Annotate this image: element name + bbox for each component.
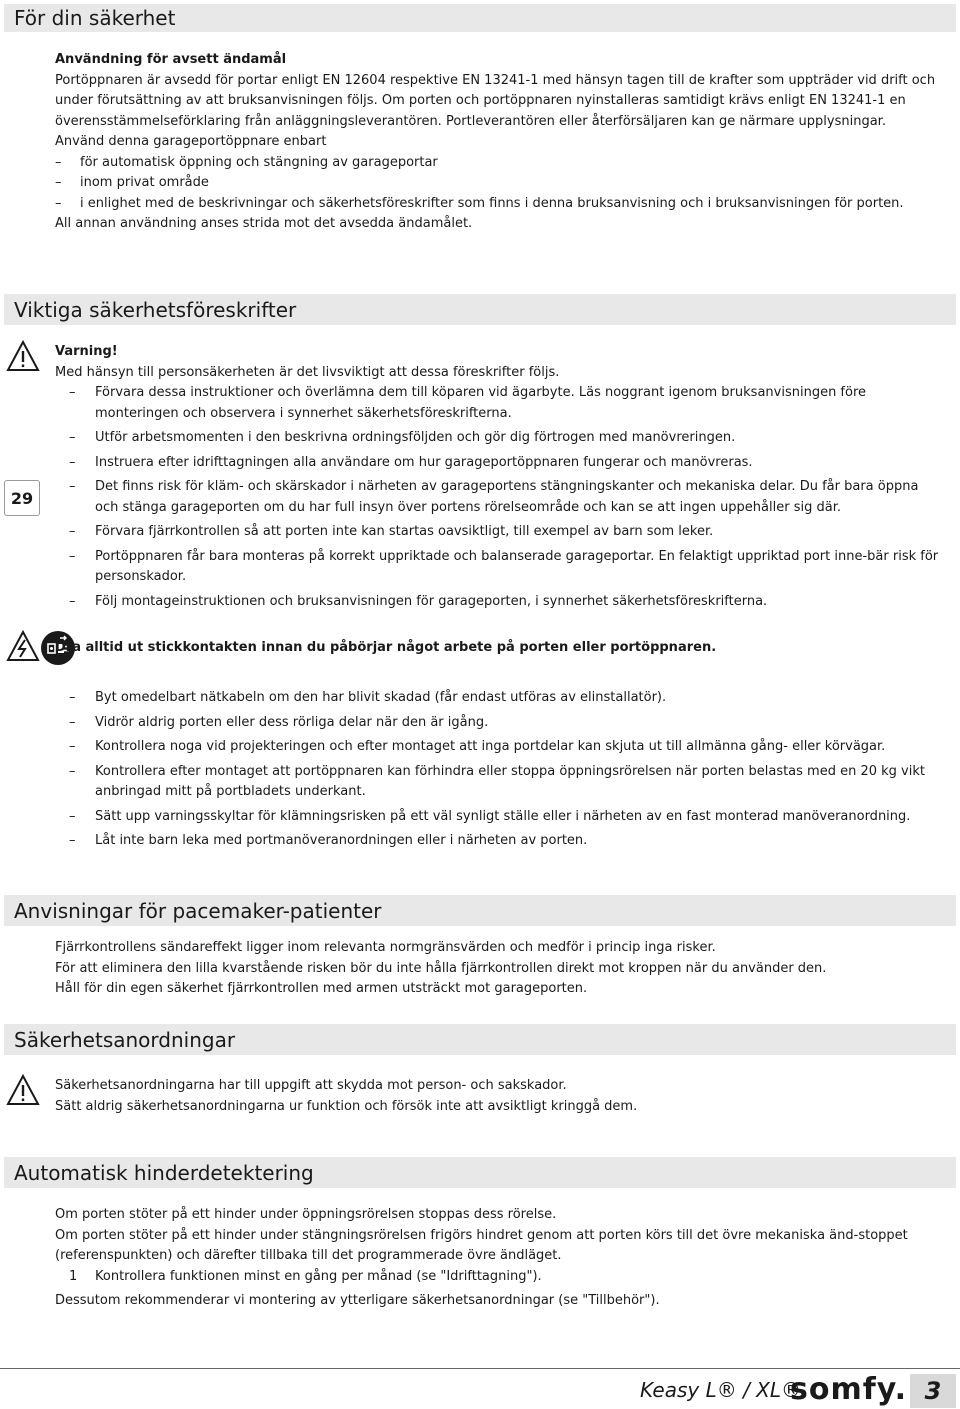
unplug-notice: Dra alltid ut stickkontakten innan du påbörjar något arbete på porten eller portöppnaren. xyxy=(55,640,717,655)
obstacle-closing: Dessutom rekommenderar vi montering av ytterligare säkerhetsanordningar (se "Tillbehör"). xyxy=(55,1293,660,1308)
safety-devices-block xyxy=(55,1076,940,1117)
list-item: – för automatisk öppning och stängning av garageportar xyxy=(55,154,438,170)
page-number: 3 xyxy=(910,1374,956,1408)
list-item: – Följ montageinstruktionen och bruksanvisningen för garageporten, i synnerhet säkerhetsföreskrifterna. xyxy=(69,593,768,609)
section-title-important-safety: Viktiga säkerhetsföreskrifter xyxy=(4,294,956,325)
intended-use-paragraph: Portöppnaren är avsedd för portar enligt EN 12604 respektive EN 13241-1 med hänsyn tagen till de krafter som uppträder vid drift och under förutsättning av att bruksanvisningen följs. Om porten och portöppnaren nyinstalleras samtidigt krävs enligt EN 13241-1 en överensstämmelseförklaring från anläggningsleverantören. Portleverantören eller återförsäljaren kan ge närmare upplysningar. xyxy=(55,72,936,129)
list-item: – inom privat område xyxy=(55,175,209,190)
list-item: – Byt omedelbart nätkabeln om den har blivit skadad (får endast utföras av elinstallatör). xyxy=(69,690,667,705)
section-title-safety: För din säkerhet xyxy=(4,4,956,32)
pacemaker-block xyxy=(55,938,940,1000)
obstacle-line: Om porten stöter på ett hinder under stängningsrörelsen frigörs hindret genom att porten körs till det övre mekaniska änd-stoppet (referenspunkten) och därefter tillbaka till det programmerade övre ändläget. xyxy=(55,1227,908,1263)
list-item: – Förvara dessa instruktioner och överlämna dem till köparen vid ägarbyte. Läs noggrant igenom bruksanvisningen före monteringen och observera i synnerhet säkerhetsföreskrifterna. xyxy=(69,385,867,421)
warning-triangle-icon xyxy=(6,1074,40,1106)
section-title-obstacle-detection: Automatisk hinderdetektering xyxy=(4,1157,956,1188)
warning-block xyxy=(55,342,940,616)
product-model: Keasy L® / XL® xyxy=(640,1378,802,1402)
section-title-pacemaker: Anvisningar för pacemaker-patienter xyxy=(4,895,956,926)
electric-hazard-icon xyxy=(6,630,40,662)
list-item: – Instruera efter idrifttagningen alla användare om hur garageportöppnaren fungerar och manövreras. xyxy=(69,454,753,470)
use-intro: Använd denna garageportöppnare enbart xyxy=(55,134,327,149)
warning-triangle-icon xyxy=(6,340,40,372)
list-item: – Vidrör aldrig porten eller dess rörliga delar när den är igång. xyxy=(69,714,489,730)
intended-use-closing: All annan användning anses strida mot det avsedda ändamålet. xyxy=(55,216,473,231)
list-item: – Kontrollera efter montaget att portöppnaren kan förhindra eller stoppa öppningsrörelsen när porten belastas med en 20 kg vikt anbringad mitt på portbladets underkant. xyxy=(69,763,925,799)
electric-list xyxy=(55,688,940,856)
warning-intro: Med hänsyn till personsäkerheten är det livsviktigt att dessa föreskrifter följs. xyxy=(55,364,560,380)
list-item: – Det finns risk för kläm- och skärskador i närheten av garageportens stängningskanter och mekaniska delar. Du får bara öppna och stänga garageporten om du har full insyn över portens rörelseområde och kan se att ingen uppehåller sig där. xyxy=(69,479,919,515)
list-item: – i enlighet med de beskrivningar och säkerhetsföreskrifter som finns i denna bruksanvisning och i bruksanvisningen för porten. xyxy=(55,195,904,211)
list-item: – Förvara fjärrkontrollen så att porten inte kan startas oavsiktligt, till exempel av barn som leker. xyxy=(69,524,714,539)
list-item: – Kontrollera noga vid projekteringen och efter montaget att inga portdelar kan skjuta ut till allmänna gång- eller körvägar. xyxy=(69,739,886,754)
pacemaker-line: Håll för din egen säkerhet fjärrkontrollen med armen utsträckt mot garageporten. xyxy=(55,981,588,996)
list-item: – Portöppnaren får bara monteras på korrekt uppriktade och balanserade garageportar. En felaktigt uppriktad port inne-bär risk för personskador. xyxy=(69,548,939,584)
pacemaker-line: För att eliminera den lilla kvarstående risken bör du inte hålla fjärrkontrollen direkt mot kroppen när du använder den. xyxy=(55,960,827,976)
warning-label: Varning! xyxy=(55,344,118,359)
list-item: – Låt inte barn leka med portmanöveranordningen eller i närheten av porten. xyxy=(69,833,588,848)
list-item: – Sätt upp varningsskyltar för klämningsrisken på ett väl synligt ställe eller i närheten av en fast monterad manöveranordning. xyxy=(69,808,911,824)
obstacle-line: Om porten stöter på ett hinder under öppningsrörelsen stoppas dess rörelse. xyxy=(55,1207,557,1222)
safety-devices-line: Säkerhetsanordningarna har till uppgift att skydda mot person- och sakskador. xyxy=(55,1078,567,1093)
footer-divider xyxy=(0,1368,960,1369)
section-title-safety-devices: Säkerhetsanordningar xyxy=(4,1024,956,1055)
numbered-step: 1 Kontrollera funktionen minst en gång per månad (se "Idrifttagning"). xyxy=(69,1268,542,1284)
list-item: – Utför arbetsmomenten i den beskrivna ordningsföljden och gör dig förtrogen med manövreringen. xyxy=(69,430,736,445)
safety-devices-line: Sätt aldrig säkerhetsanordningarna ur funktion och försök inte att avsiktligt kringgå dem. xyxy=(55,1098,638,1114)
brand-logo: somfy. xyxy=(790,1372,907,1407)
pacemaker-line: Fjärrkontrollens sändareffekt ligger inom relevanta normgränsvärden och medför i princip inga risker. xyxy=(55,940,716,955)
intended-use-heading: Användning för avsett ändamål xyxy=(55,52,287,67)
obstacle-block xyxy=(55,1205,940,1312)
side-number: 29 xyxy=(4,480,40,516)
intended-use-block xyxy=(55,50,940,235)
